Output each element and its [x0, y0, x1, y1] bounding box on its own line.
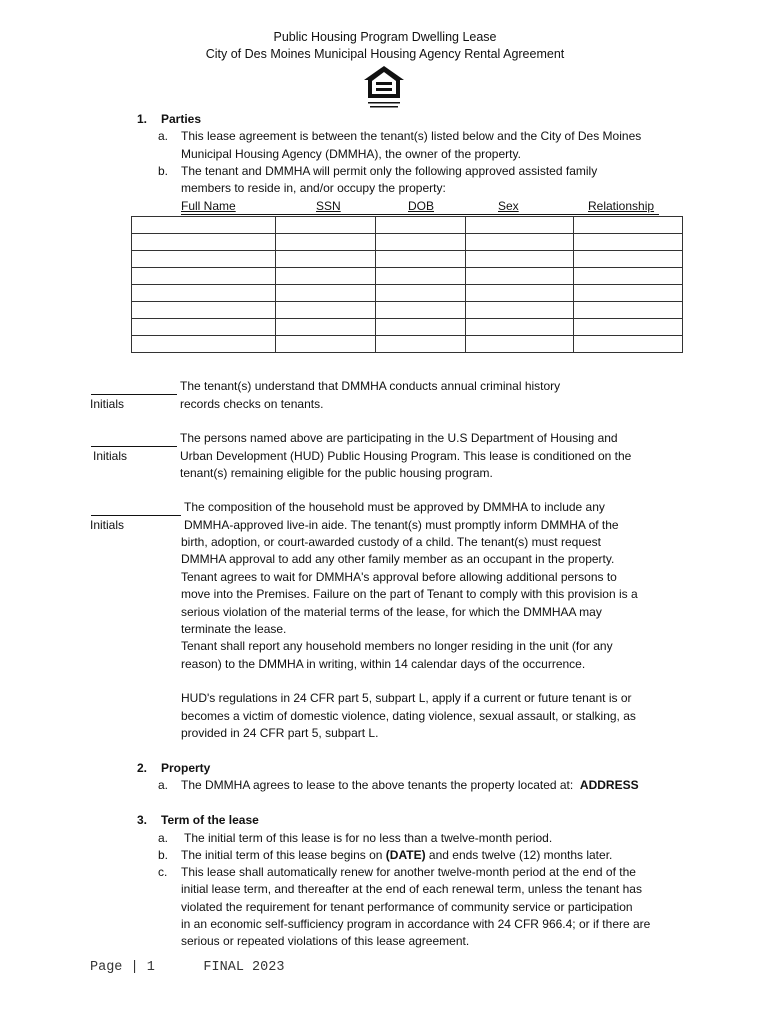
table-cell[interactable] [132, 217, 276, 234]
table-cell[interactable] [132, 268, 276, 285]
header-underline [181, 214, 659, 215]
initials-line[interactable] [91, 515, 181, 516]
column-header-ssn: SSN [316, 199, 341, 213]
initials-label: Initials [90, 518, 125, 532]
paragraph-line: provided in 24 CFR part 5, subpart L. [181, 726, 379, 740]
table-cell[interactable] [574, 268, 683, 285]
column-header-relationship: Relationship [588, 199, 655, 213]
section-2-number: 2. [137, 761, 148, 775]
table-cell[interactable] [276, 319, 376, 336]
section-3-number: 3. [137, 813, 148, 827]
table-cell[interactable] [132, 336, 276, 353]
item-marker: a. [158, 778, 169, 792]
document-title: Public Housing Program Dwelling Lease [273, 30, 497, 44]
table-cell[interactable] [132, 302, 276, 319]
table-cell[interactable] [276, 251, 376, 268]
document-subtitle: City of Des Moines Municipal Housing Agency Rental Agreement [205, 47, 565, 61]
table-cell[interactable] [132, 285, 276, 302]
table-row [132, 285, 683, 302]
paragraph-line: terminate the lease. [181, 622, 287, 636]
table-cell[interactable] [376, 285, 466, 302]
page-footer [90, 960, 284, 975]
table-row [132, 251, 683, 268]
paragraph-line: birth, adoption, or court-awarded custody of a child. The tenant(s) must request [181, 535, 601, 549]
section-1-heading: Parties [161, 112, 202, 126]
paragraph-line: DMMHA approval to add any other family member as an occupant in the property. [181, 552, 615, 566]
paragraph-line: The initial term of this lease is for no less than a twelve-month period. [184, 831, 553, 845]
term-text-pre: The initial term of this lease begins on [181, 848, 383, 862]
paragraph-line: The composition of the household must be approved by DMMHA to include any [184, 500, 605, 514]
paragraph-line: The tenant and DMMHA will permit only the following approved assisted family [181, 164, 598, 178]
document-status: FINAL 2023 [203, 960, 285, 975]
table-cell[interactable] [276, 285, 376, 302]
table-cell[interactable] [276, 217, 376, 234]
table-cell[interactable] [376, 268, 466, 285]
paragraph-line: initial lease term, and thereafter at the end of each renewal term, unless the tenant has [181, 882, 642, 896]
paragraph-line: Urban Development (HUD) Public Housing Program. This lease is conditioned on the [180, 449, 632, 463]
initials-line[interactable] [91, 446, 177, 447]
paragraph-line: violated the requirement for tenant performance of community service or participation [181, 900, 633, 914]
paragraph-line: The persons named above are participating in the U.S Department of Housing and [180, 431, 618, 445]
property-text: The DMMHA agrees to lease to the above tenants the property located at: [181, 778, 574, 792]
column-header-full-name: Full Name [181, 199, 236, 213]
table-cell[interactable] [574, 302, 683, 319]
table-cell[interactable] [466, 251, 574, 268]
paragraph-line: HUD's regulations in 24 CFR part 5, subpart L, apply if a current or future tenant is or [181, 691, 632, 705]
household-members-table [131, 216, 683, 353]
initials-label: Initials [90, 397, 125, 411]
paragraph-line: Municipal Housing Agency (DMMHA), the owner of the property. [181, 147, 521, 161]
table-cell[interactable] [276, 234, 376, 251]
table-row [132, 217, 683, 234]
table-cell[interactable] [574, 217, 683, 234]
initials-label: Initials [93, 449, 128, 463]
table-cell[interactable] [574, 234, 683, 251]
table-cell[interactable] [276, 302, 376, 319]
paragraph-line: serious or repeated violations of this lease agreement. [181, 934, 470, 948]
table-cell[interactable] [376, 251, 466, 268]
paragraph-line: move into the Premises. Failure on the part of Tenant to comply with this provision is a [181, 587, 638, 601]
table-cell[interactable] [276, 336, 376, 353]
equal-housing-opportunity-icon [362, 64, 406, 112]
table-cell[interactable] [376, 217, 466, 234]
item-marker: b. [158, 164, 169, 178]
table-row [132, 234, 683, 251]
item-marker: a. [158, 831, 169, 845]
column-header-dob: DOB [408, 199, 435, 213]
table-cell[interactable] [466, 336, 574, 353]
paragraph-line: Tenant shall report any household members no longer residing in the unit (for any [181, 639, 613, 653]
term-text-post: and ends twelve (12) months later. [428, 848, 613, 862]
paragraph-line: DMMHA-approved live-in aide. The tenant(s) must promptly inform DMMHA of the [184, 518, 619, 532]
section-2-heading: Property [161, 761, 211, 775]
column-header-sex: Sex [498, 199, 519, 213]
paragraph-line: This lease shall automatically renew for another twelve-month period at the end of the [181, 865, 636, 879]
table-row [132, 302, 683, 319]
table-cell[interactable] [574, 319, 683, 336]
table-cell[interactable] [376, 319, 466, 336]
table-cell[interactable] [466, 217, 574, 234]
table-row [132, 336, 683, 353]
table-cell[interactable] [574, 285, 683, 302]
table-cell[interactable] [132, 251, 276, 268]
table-cell[interactable] [574, 336, 683, 353]
table-cell[interactable] [466, 234, 574, 251]
table-row [132, 319, 683, 336]
paragraph-line: The tenant(s) understand that DMMHA conducts annual criminal history [180, 379, 561, 393]
table-cell[interactable] [132, 319, 276, 336]
paragraph-line [181, 777, 639, 794]
table-cell[interactable] [376, 302, 466, 319]
date-placeholder: (DATE) [385, 848, 426, 862]
paragraph-line: serious violation of the material terms of the lease, for which the DMMHAA may [181, 605, 602, 619]
item-marker: c. [158, 865, 168, 879]
table-cell[interactable] [466, 319, 574, 336]
table-cell[interactable] [276, 268, 376, 285]
table-cell[interactable] [466, 302, 574, 319]
item-marker: a. [158, 129, 169, 143]
paragraph-line: in an economic self-sufficiency program in accordance with 24 CFR 966.4; or if there are [181, 917, 651, 931]
paragraph-line: members to reside in, and/or occupy the property: [181, 181, 446, 195]
paragraph-line: This lease agreement is between the tenant(s) listed below and the City of Des Moines [181, 129, 642, 143]
paragraph-line: Tenant agrees to wait for DMMHA's approval before allowing additional persons to [181, 570, 617, 584]
paragraph-line: reason) to the DMMHA in writing, within 14 calendar days of the occurrence. [181, 657, 586, 671]
table-cell[interactable] [466, 268, 574, 285]
address-placeholder: ADDRESS [579, 778, 639, 792]
paragraph-line: becomes a victim of domestic violence, dating violence, sexual assault, or stalking, as [181, 709, 636, 723]
page-number: Page | 1 [90, 960, 155, 975]
section-3-heading: Term of the lease [161, 813, 259, 827]
table-cell[interactable] [376, 336, 466, 353]
table-cell[interactable] [466, 285, 574, 302]
paragraph-line [181, 847, 612, 864]
paragraph-line: tenant(s) remaining eligible for the public housing program. [180, 466, 493, 480]
table-cell[interactable] [574, 251, 683, 268]
item-marker: b. [158, 848, 169, 862]
section-1-number: 1. [137, 112, 148, 126]
paragraph-line: records checks on tenants. [180, 397, 324, 411]
table-row [132, 268, 683, 285]
table-cell[interactable] [132, 234, 276, 251]
initials-line[interactable] [91, 394, 177, 395]
table-cell[interactable] [376, 234, 466, 251]
